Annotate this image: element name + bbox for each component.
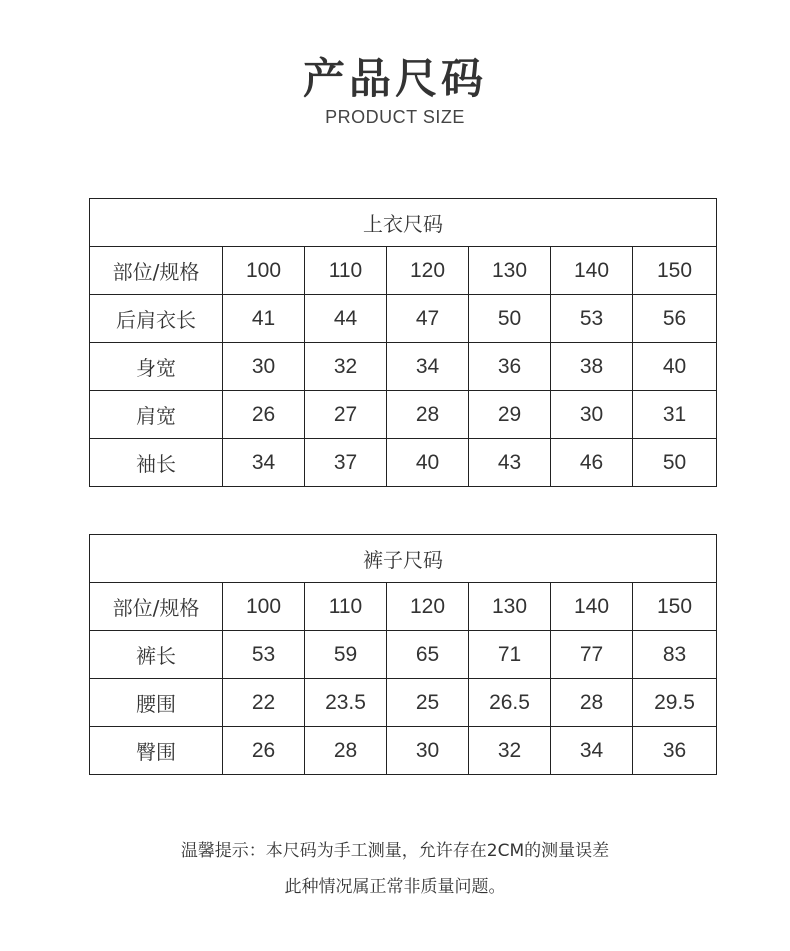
table-cell: 41: [223, 295, 305, 343]
table-cell: 47: [387, 295, 469, 343]
table-cell: 34: [551, 727, 633, 775]
size-header: 150: [633, 247, 717, 295]
table-cell: 44: [305, 295, 387, 343]
size-header: 100: [223, 247, 305, 295]
table-cell: 71: [469, 631, 551, 679]
row-label: 裤长: [90, 631, 223, 679]
table-cell: 34: [387, 343, 469, 391]
table-cell: 28: [551, 679, 633, 727]
table-cell: 31: [633, 391, 717, 439]
table-row: [90, 343, 717, 391]
size-header: 150: [633, 583, 717, 631]
table-cell: 34: [223, 439, 305, 487]
table-caption-row: [90, 199, 717, 247]
table-cell: 37: [305, 439, 387, 487]
table-cell: 25: [387, 679, 469, 727]
table-row: [90, 295, 717, 343]
table-cell: 77: [551, 631, 633, 679]
table-cell: 22: [223, 679, 305, 727]
table-cell: 26: [223, 391, 305, 439]
size-header: 130: [469, 247, 551, 295]
table-cell: 32: [305, 343, 387, 391]
table-cell: 27: [305, 391, 387, 439]
table-cell: 65: [387, 631, 469, 679]
page-title: 产品尺码: [302, 54, 487, 103]
table-cell: 43: [469, 439, 551, 487]
table-row: [90, 391, 717, 439]
table-cell: 46: [551, 439, 633, 487]
row-label: 臀围: [90, 727, 223, 775]
table-cell: 53: [551, 295, 633, 343]
row-label: 腰围: [90, 679, 223, 727]
table-cell: 29: [469, 391, 551, 439]
size-header: 120: [387, 583, 469, 631]
table-caption: 上衣尺码: [90, 199, 717, 247]
size-header: 110: [305, 583, 387, 631]
table-caption: 裤子尺码: [90, 535, 717, 583]
table-row: [90, 439, 717, 487]
header-label: 部位/规格: [90, 247, 223, 295]
size-header: 100: [223, 583, 305, 631]
size-header: 130: [469, 583, 551, 631]
table-cell: 50: [633, 439, 717, 487]
table-cell: 28: [387, 391, 469, 439]
table-cell: 38: [551, 343, 633, 391]
size-header: 110: [305, 247, 387, 295]
table-cell: 56: [633, 295, 717, 343]
table-row: [90, 679, 717, 727]
table-cell: 28: [305, 727, 387, 775]
table-cell: 29.5: [633, 679, 717, 727]
bottom-size-table: [89, 534, 717, 775]
table-cell: 83: [633, 631, 717, 679]
table-cell: 30: [223, 343, 305, 391]
table-cell: 26: [223, 727, 305, 775]
row-label: 袖长: [90, 439, 223, 487]
row-label: 身宽: [90, 343, 223, 391]
table-caption-row: [90, 535, 717, 583]
table-cell: 50: [469, 295, 551, 343]
table-cell: 32: [469, 727, 551, 775]
table-cell: 36: [469, 343, 551, 391]
table-cell: 26.5: [469, 679, 551, 727]
table-header-row: [90, 583, 717, 631]
table-row: [90, 727, 717, 775]
table-cell: 40: [633, 343, 717, 391]
size-header: 140: [551, 583, 633, 631]
table-cell: 30: [551, 391, 633, 439]
page-subtitle: PRODUCT SIZE: [325, 107, 465, 127]
note-line-2: 此种情况属正常非质量问题。: [284, 877, 506, 897]
table-row: [90, 631, 717, 679]
row-label: 后肩衣长: [90, 295, 223, 343]
table-header-row: [90, 247, 717, 295]
header-label: 部位/规格: [90, 583, 223, 631]
table-cell: 36: [633, 727, 717, 775]
table-cell: 59: [305, 631, 387, 679]
table-cell: 30: [387, 727, 469, 775]
size-header: 140: [551, 247, 633, 295]
table-cell: 40: [387, 439, 469, 487]
row-label: 肩宽: [90, 391, 223, 439]
top-size-table: [89, 198, 717, 487]
size-header: 120: [387, 247, 469, 295]
note-line-1: 温馨提示：本尺码为手工测量，允许存在2CM的测量误差: [180, 841, 610, 861]
table-cell: 23.5: [305, 679, 387, 727]
table-cell: 53: [223, 631, 305, 679]
